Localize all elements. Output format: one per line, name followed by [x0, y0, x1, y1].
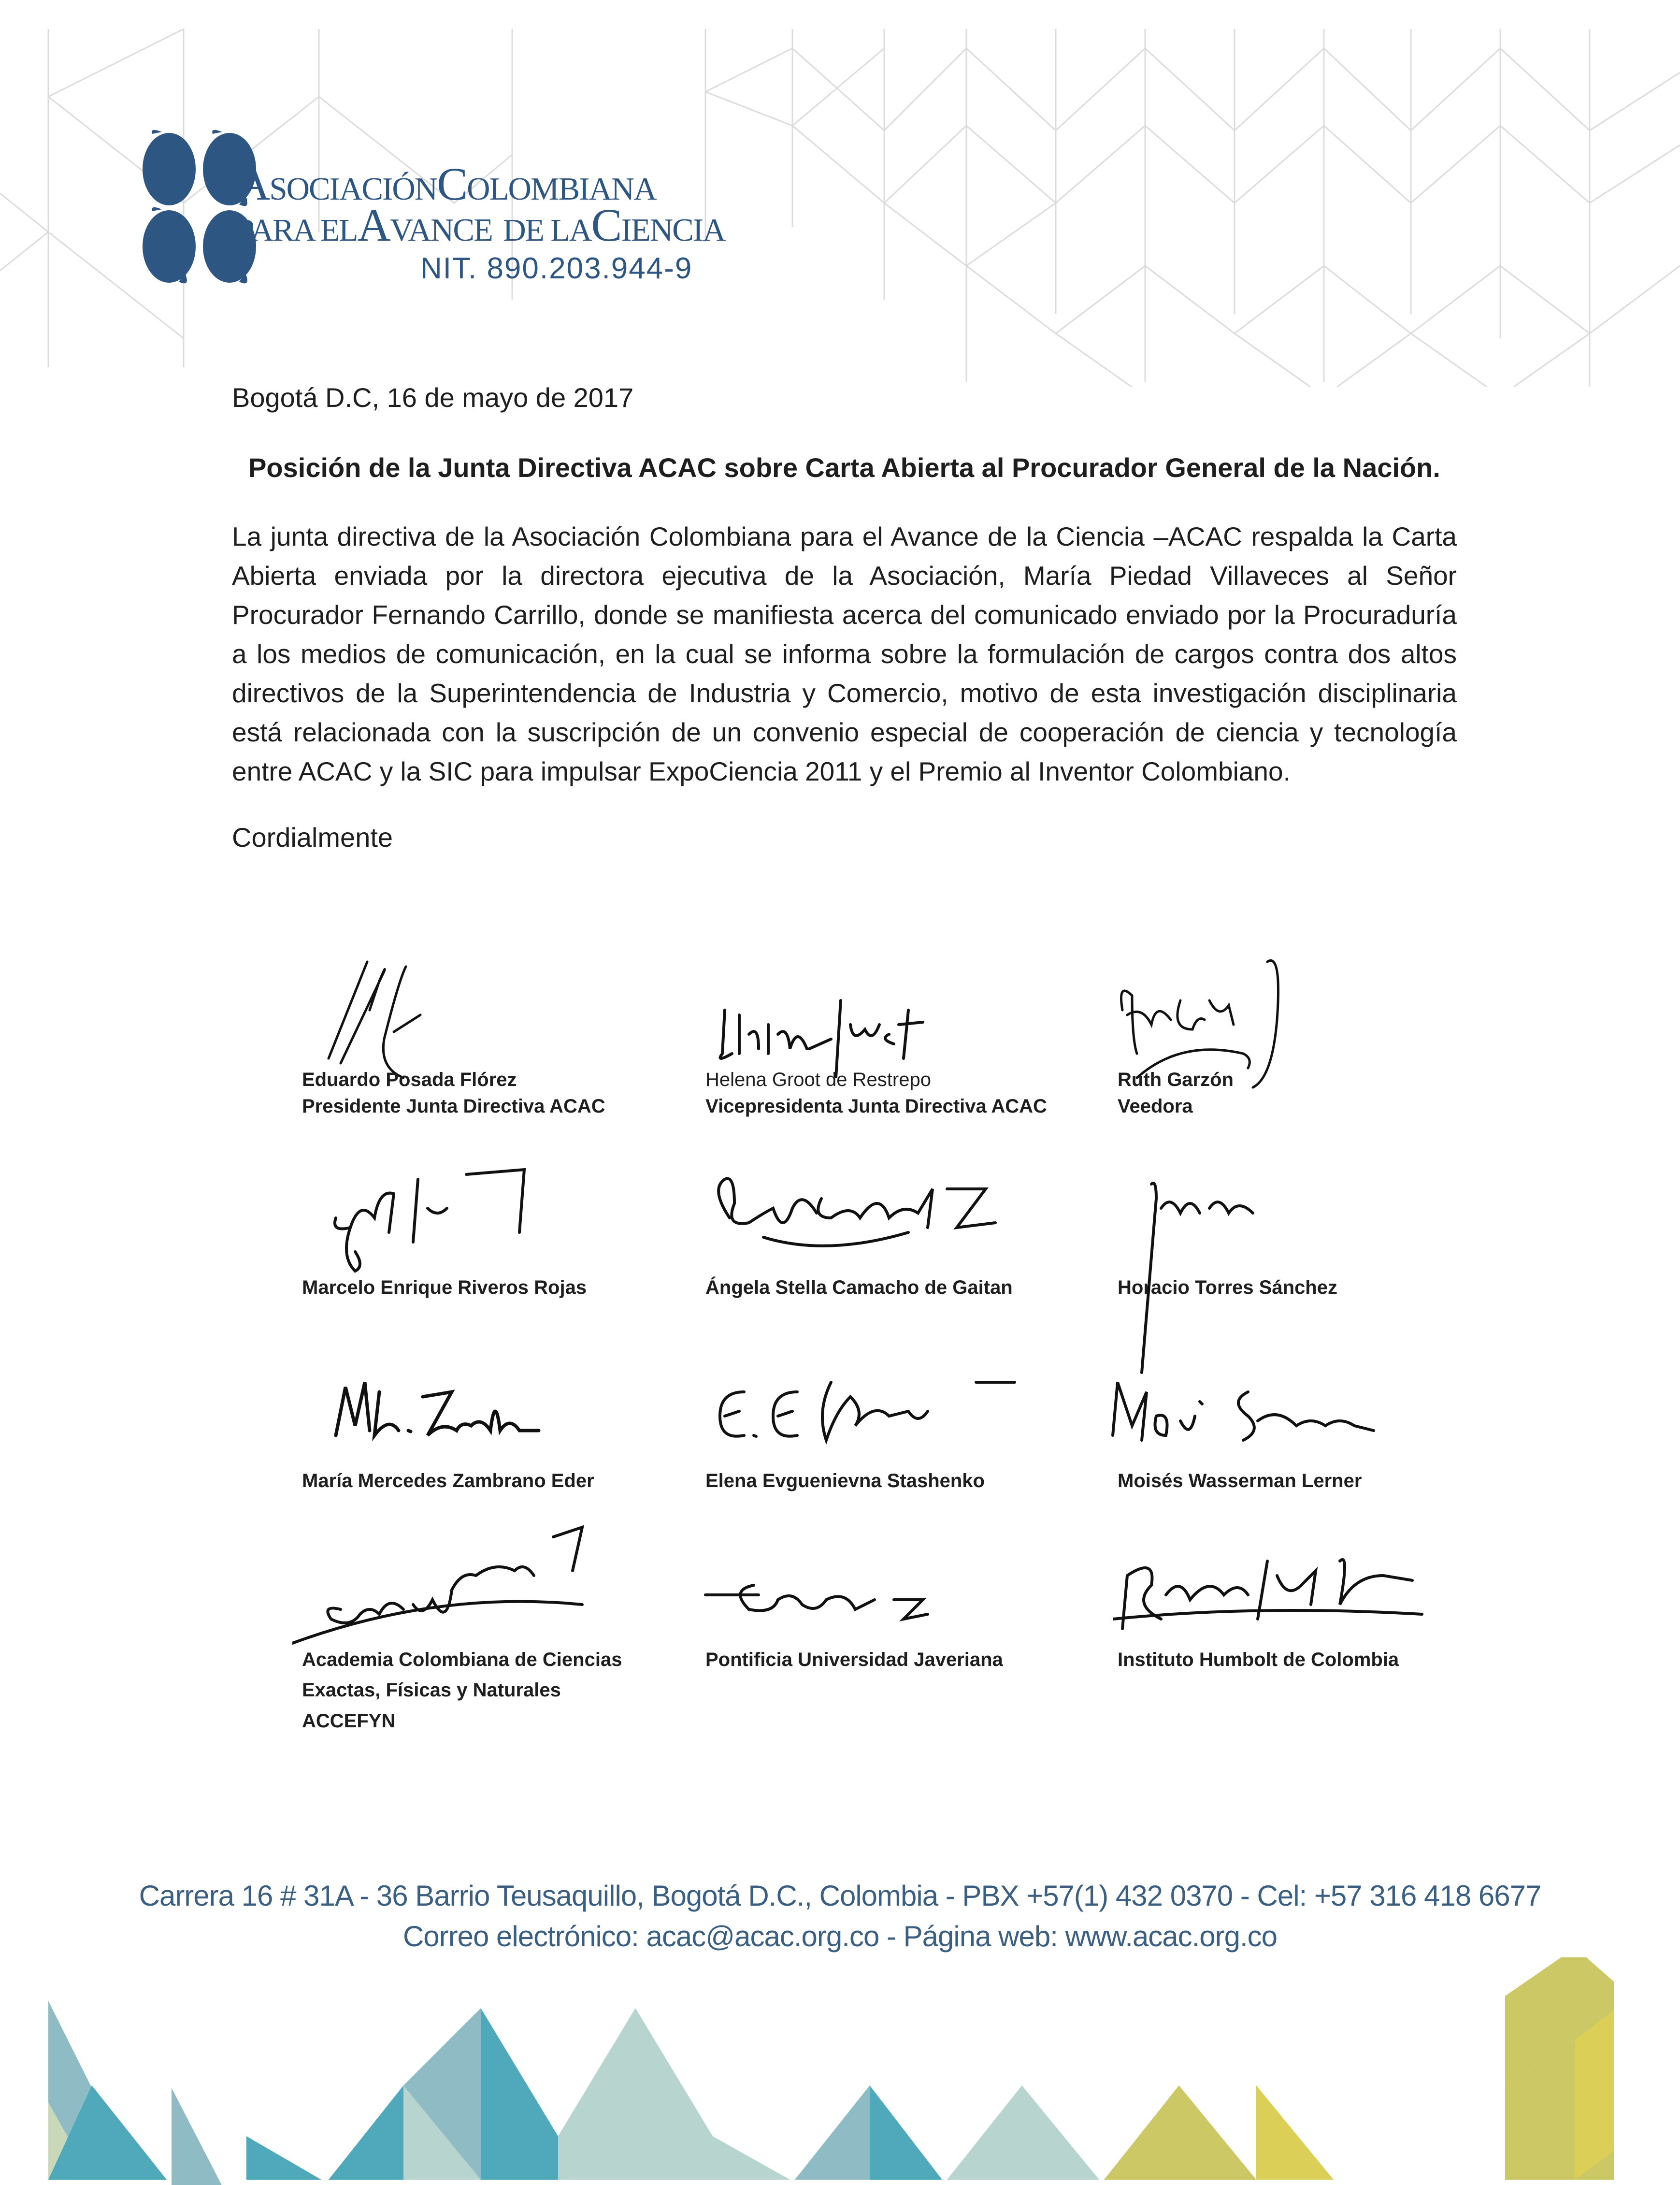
signature-block	[1118, 1363, 1494, 1508]
footer-contact: Correo electrónico: acac@acac.org.co - Página web: www.acac.org.co	[402, 1920, 1278, 1953]
signature-icon	[1103, 1363, 1432, 1460]
signature-icon	[705, 981, 1044, 1078]
signatory-name: Instituto Humbolt de Colombia	[1118, 1649, 1399, 1670]
signature-icon	[326, 1363, 597, 1460]
signature-block	[705, 1522, 1082, 1670]
org-name-word: Avance	[357, 199, 492, 251]
signatory-name: Horacio Torres Sánchez	[1118, 1277, 1337, 1298]
signature-block	[302, 1363, 679, 1508]
letter-body: La junta directiva de la Asociación Colombiana para el Avance de la Ciencia –ACAC respalda la Carta Abierta enviada por la directora ejecutiva de la Asociación, María Piedad Villaveces al Señor Procurador Fernando Carrillo, donde se manifiesta acerca del comunicado enviado por la Procuraduría a los medios de comunicación, en la cual se informa sobre la formulación de cargos contra dos altos directivos de la Superintendencia de Industria y Comercio, motivo de esta investigación disciplinaria está relacionada con la suscripción de un convenio especial de cooperación de ciencia y tecnología entre ACAC y la SIC para impulsar ExpoCiencia 2011 y el Premio al Inventor Colombiano.	[232, 521, 1457, 786]
letter-title: Posición de la Junta Directiva ACAC sobre Carta Abierta al Procurador General de la Nación.	[248, 452, 1440, 483]
footer-address: Carrera 16 # 31A - 36 Barrio Teusaquillo, Bogotá D.C., Colombia - PBX +57(1) 432 0370 - Cel: +57 316 418 6677	[139, 1880, 1541, 1912]
footer-decorative-triangles	[0, 1957, 1680, 2185]
org-name-word: Ciencia	[591, 199, 725, 251]
org-name-word: PARA EL	[237, 213, 358, 248]
letter-date: Bogotá D.C, 16 de mayo de 2017	[232, 382, 634, 413]
signatory-name: Academia Colombiana de Ciencias	[302, 1649, 622, 1670]
signatory-name: Helena Groot de Restrepo	[705, 1069, 931, 1090]
org-name-word: DE LA	[503, 213, 591, 248]
signatory-name: Marcelo Enrique Riveros Rojas	[302, 1277, 587, 1298]
signatory-name: Ángela Stella Camacho de Gaitan	[705, 1277, 1013, 1298]
signature-block	[302, 1522, 679, 1740]
signatory-name: Pontificia Universidad Javeriana	[705, 1649, 1003, 1670]
signature-block	[705, 1160, 1082, 1319]
deco-triangle	[795, 2085, 870, 2180]
signatory-name: Elena Evguenievna Stashenko	[705, 1470, 985, 1491]
signature-icon	[292, 1522, 640, 1648]
deco-triangle	[172, 2088, 246, 2185]
signatory-name: Ruth Garzón	[1118, 1069, 1234, 1090]
signature-block	[705, 1363, 1082, 1508]
deco-triangle	[1575, 2011, 1614, 2180]
signature-icon	[705, 1363, 1034, 1460]
signature-icon	[321, 1160, 553, 1286]
signature-icon	[705, 1160, 1034, 1286]
signature-block	[1118, 1160, 1494, 1319]
signature-block	[302, 952, 679, 1131]
signatory-role: Presidente Junta Directiva ACAC	[302, 1096, 605, 1117]
deco-triangle	[481, 2008, 558, 2180]
signature-icon	[1113, 1547, 1441, 1643]
deco-triangle	[329, 2085, 403, 2180]
deco-triangle	[246, 2136, 321, 2180]
signatory-name: Moisés Wasserman Lerner	[1118, 1470, 1362, 1491]
signatory-role: Exactas, Físicas y Naturales	[302, 1679, 561, 1701]
organization-name-line2	[237, 198, 725, 252]
deco-triangle	[947, 2085, 1099, 2180]
deco-triangle	[870, 2085, 942, 2180]
letter-closing: Cordialmente	[232, 822, 393, 853]
org-name-word: Colombiana	[437, 158, 656, 210]
signature-icon	[701, 1571, 971, 1638]
signature-block	[1118, 952, 1494, 1131]
signatory-role-acronym: ACCEFYN	[302, 1710, 396, 1732]
deco-triangle	[1104, 2085, 1256, 2180]
signature-block	[705, 952, 1082, 1131]
deco-triangle	[558, 2008, 713, 2180]
organization-nit: NIT. 890.203.944-9	[420, 252, 693, 285]
signatory-name: Eduardo Posada Flórez	[302, 1069, 517, 1090]
signature-block	[302, 1160, 679, 1319]
signatory-role: Vicepresidenta Junta Directiva ACAC	[705, 1096, 1047, 1117]
deco-triangle	[1256, 2085, 1334, 2180]
organization-logo	[140, 128, 725, 288]
org-name-word: Asociación	[237, 158, 437, 210]
signatory-role: Veedora	[1118, 1096, 1193, 1117]
signature-block	[1118, 1522, 1494, 1670]
signatory-name: María Mercedes Zambrano Eder	[302, 1470, 594, 1491]
deco-triangle	[713, 2136, 790, 2180]
